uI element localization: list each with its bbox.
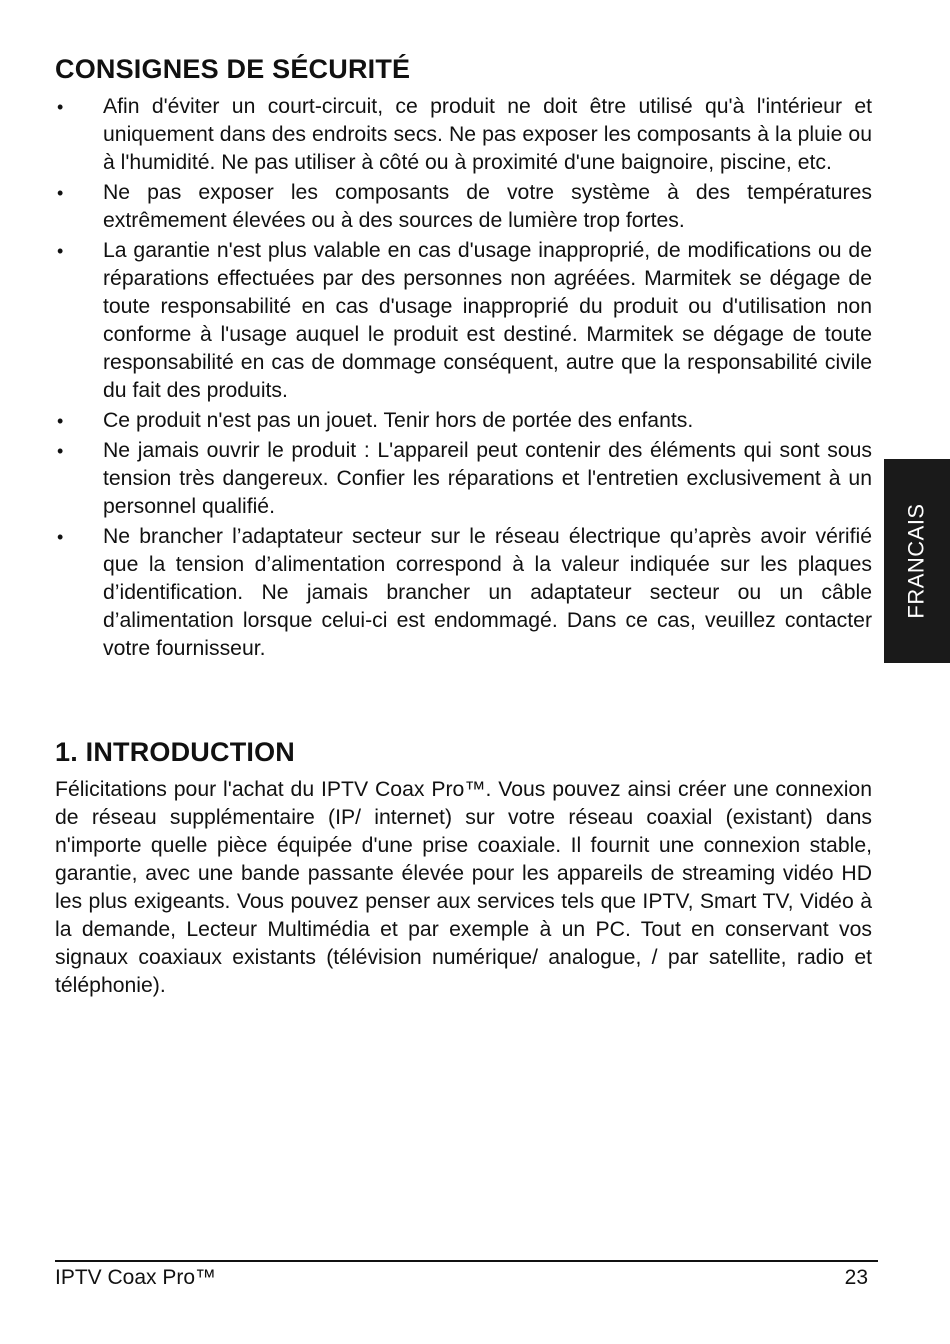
list-item — [55, 407, 872, 435]
list-item — [55, 237, 872, 405]
footer-divider — [55, 1260, 878, 1262]
bullet-icon: • — [57, 241, 64, 261]
list-item — [55, 179, 872, 235]
list-item-text: Afin d'éviter un court-circuit, ce produit ne doit être utilisé qu'à l'intérieur et uniquement dans des endroits secs. Ne pas exposer les composants à la pluie ou à l'humidité. Ne pas utiliser à côté ou à proximité d'une baignoire, piscine, etc. — [103, 95, 872, 174]
introduction-heading: 1. INTRODUCTION — [55, 737, 296, 767]
bullet-icon: • — [57, 97, 64, 117]
safety-heading: CONSIGNES DE SÉCURITÉ — [55, 54, 411, 84]
bullet-icon: • — [57, 527, 64, 547]
safety-list — [55, 93, 872, 663]
language-tab-label: FRANCAIS — [904, 503, 929, 619]
list-item — [55, 437, 872, 521]
bullet-icon: • — [57, 411, 64, 431]
list-item-text: Ne pas exposer les composants de votre système à des températures extrêmement élevées ou à des sources de lumière trop fortes. — [103, 181, 872, 232]
introduction-body: Félicitations pour l'achat du IPTV Coax Pro™. Vous pouvez ainsi créer une connexion de réseau supplémentaire (IP/ internet) sur votre réseau coaxial (existant) dans n'importe quelle pièce équipée d'une prise coaxiale. Il fournit une connexion stable, garantie, avec une bande passante élevée pour les appareils de streaming vidéo HD les plus exigeants. Vous pouvez penser aux services tels que IPTV, Smart TV, Vidéo à la demande, Lecteur Multimédia et par exemple à un PC. Tout en conservant vos signaux coaxiaux existants (télévision numérique/ analogue, / par satellite, radio et téléphonie). — [55, 778, 872, 997]
list-item-text: Ce produit n'est pas un jouet. Tenir hors de portée des enfants. — [103, 409, 694, 432]
list-item-text: Ne jamais ouvrir le produit : L'appareil peut contenir des éléments qui sont sous tension très dangereux. Confier les réparations et l'entretien exclusivement à un personnel qualifié. — [103, 439, 872, 518]
list-item — [55, 93, 872, 177]
list-item-text: Ne brancher l’adaptateur secteur sur le réseau électrique qu’après avoir vérifié que la tension d’alimentation correspond à la valeur indiquée sur les plaques d’identification. Ne jamais brancher un adaptateur secteur ou un câble d’alimentation lorsque celui-ci est endommagé. Dans ce cas, veuillez contacter votre fournisseur. — [103, 525, 872, 660]
footer-product-name: IPTV Coax Pro™ — [55, 1266, 217, 1289]
bullet-icon: • — [57, 441, 64, 461]
bullet-icon: • — [57, 183, 64, 203]
language-tab — [884, 459, 950, 663]
introduction-section — [55, 735, 872, 1000]
page-content — [55, 52, 872, 1000]
list-item — [55, 523, 872, 663]
list-item-text: La garantie n'est plus valable en cas d'usage inapproprié, de modifications ou de réparations effectuées par des personnes non agréées. Marmitek se dégage de toute responsabilité en cas d'usage inapproprié du produit ou d'utilisation non conforme à l'usage auquel le produit est destiné. Marmitek se dégage de toute responsabilité en cas de dommage conséquent, autre que la responsabilité civile du fait des produits. — [103, 239, 872, 402]
page-number: 23 — [844, 1266, 868, 1289]
